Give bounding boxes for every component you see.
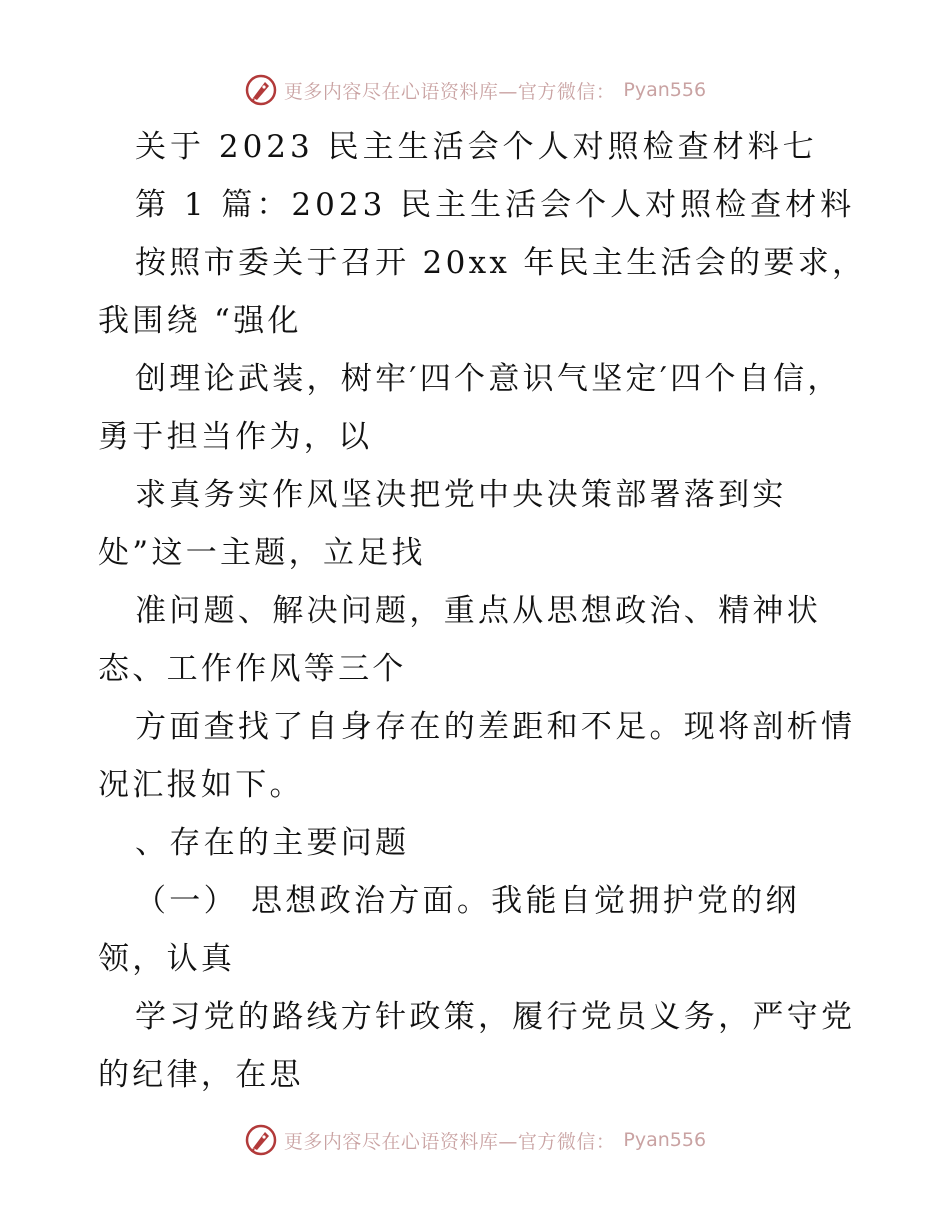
watermark-footer xyxy=(0,1120,950,1160)
document-body xyxy=(0,118,950,1104)
watermark-wechat-id: Pyan556 xyxy=(623,1129,707,1151)
section-heading: 、存在的主要问题 xyxy=(135,825,410,861)
text-line: 创理论武装，树牢′四个意识气坚定′四个自信， xyxy=(135,361,842,397)
document-subtitle: 第 1 篇：2023 民主生活会个人对照检查材料 xyxy=(135,187,856,223)
subsection-heading: （一） 思想政治方面。我能自觉拥护党的纲 xyxy=(135,883,800,919)
watermark-text: 更多内容尽在心语资料库—官方微信： xyxy=(283,80,616,103)
text-line: 况汇报如下。 xyxy=(98,767,304,803)
text-line: 态、工作作风等三个 xyxy=(98,651,407,687)
text-line: 勇于担当作为，以 xyxy=(98,419,373,455)
text-line: 按照市委关于召开 20xx 年民主生活会的要求， xyxy=(135,245,867,281)
document-title: 关于 2023 民主生活会个人对照检查材料七 xyxy=(135,129,818,165)
text-line: 领，认真 xyxy=(98,941,236,977)
text-line: 处”这一主题，立足找 xyxy=(98,535,426,571)
pen-nib-logo-icon xyxy=(244,1123,278,1157)
text-line: 我围绕 “强化 xyxy=(98,303,302,339)
watermark-wechat-id: Pyan556 xyxy=(623,79,707,101)
text-line: 准问题、解决问题，重点从思想政治、精神状 xyxy=(135,593,821,629)
watermark-header xyxy=(0,70,950,110)
text-line: 求真务实作风坚决把党中央决策部署落到实 xyxy=(135,477,787,513)
text-line: 方面查找了自身存在的差距和不足。现将剖析情 xyxy=(135,709,856,745)
pen-nib-logo-icon xyxy=(244,73,278,107)
text-line: 学习党的路线方针政策，履行党员义务，严守党 xyxy=(135,999,856,1035)
text-line: 的纪律，在思 xyxy=(98,1057,304,1093)
watermark-text: 更多内容尽在心语资料库—官方微信： xyxy=(283,1130,616,1153)
